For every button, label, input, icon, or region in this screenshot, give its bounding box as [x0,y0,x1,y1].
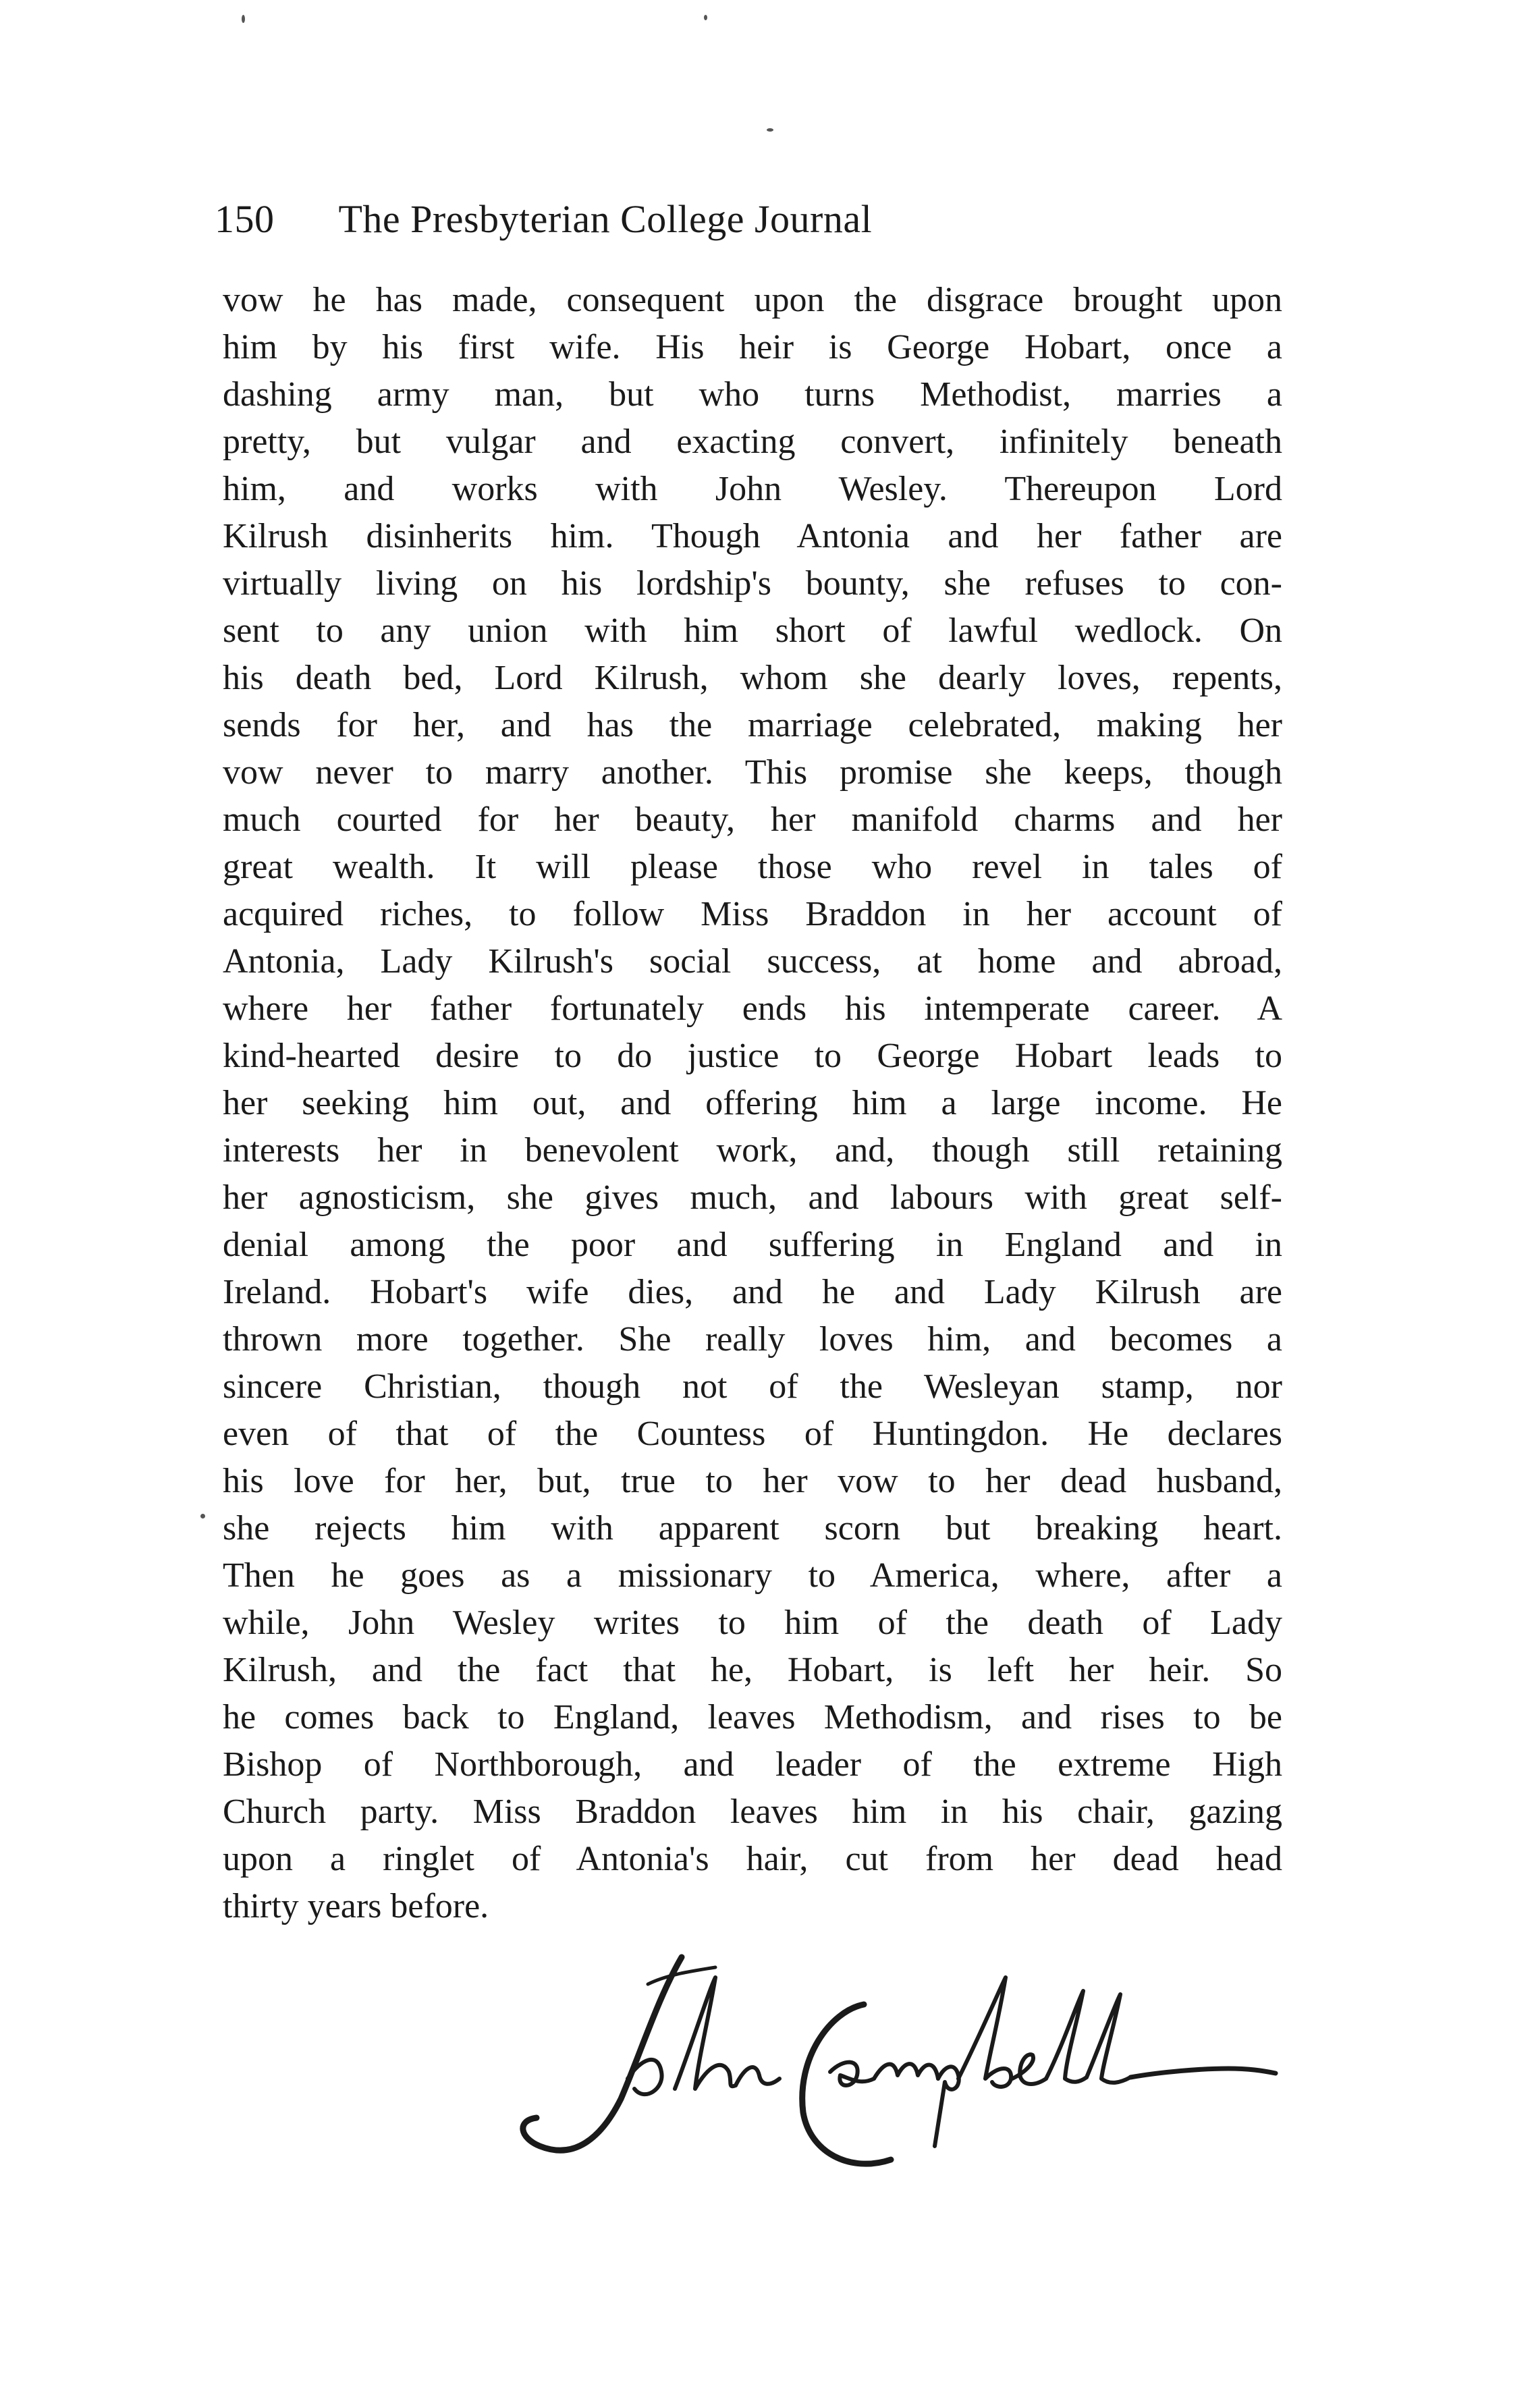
text-line: his death bed, Lord Kilrush, whom she dearly loves, repents, [223,659,1282,697]
text-line: Kilrush disinherits him. Though Antonia and her father are [223,517,1282,555]
text-line: her agnosticism, she gives much, and labours with great self- [223,1178,1282,1217]
page-header [215,192,1294,246]
text-line: Church party. Miss Braddon leaves him in his chair, gazing [223,1793,1282,1831]
text-line: Antonia, Lady Kilrush's social success, at home and abroad, [223,942,1282,981]
text-line: upon a ringlet of Antonia's hair, cut from her dead head [223,1840,1282,1878]
text-line: sent to any union with him short of lawful wedlock. On [223,611,1282,650]
text-line: him by his first wife. His heir is George Hobart, once a [223,328,1282,366]
text-line: pretty, but vulgar and exacting convert, infinitely beneath [223,422,1282,461]
handwritten-signature [513,1944,1289,2200]
text-line: even of that of the Countess of Huntingdon. He declares [223,1415,1282,1453]
text-line: acquired riches, to follow Miss Braddon in her account of [223,895,1282,933]
text-line: denial among the poor and suffering in England and in [223,1226,1282,1264]
text-line: sincere Christian, though not of the Wesleyan stamp, nor [223,1367,1282,1406]
text-line: Then he goes as a missionary to America, where, after a [223,1556,1282,1595]
signature-drawing [513,1944,1289,2200]
text-line: dashing army man, but who turns Methodist, marries a [223,375,1282,414]
text-line: Ireland. Hobart's wife dies, and he and Lady Kilrush are [223,1273,1282,1311]
page-number: 150 [215,197,275,241]
scan-speck [704,15,707,20]
text-line: while, John Wesley writes to him of the death of Lady [223,1604,1282,1642]
article-body [223,277,1282,1930]
text-line: kind-hearted desire to do justice to George Hobart leads to [223,1037,1282,1075]
text-line: he comes back to England, leaves Methodism, and rises to be [223,1698,1282,1736]
text-line: great wealth. It will please those who revel in tales of [223,848,1282,886]
scan-speck [242,15,245,23]
text-line: his love for her, but, true to her vow to her dead husband, [223,1462,1282,1500]
text-line: thrown more together. She really loves him, and becomes a [223,1320,1282,1359]
text-line: vow never to marry another. This promise she keeps, though [223,753,1282,792]
text-line: sends for her, and has the marriage celebrated, making her [223,706,1282,744]
text-line: thirty years before. [223,1887,489,1925]
text-line: her seeking him out, and offering him a large income. He [223,1084,1282,1122]
running-title: The Presbyterian College Journal [338,197,873,241]
text-line: she rejects him with apparent scorn but breaking heart. [223,1509,1282,1548]
text-line: much courted for her beauty, her manifold charms and her [223,800,1282,839]
text-line: him, and works with John Wesley. Thereupon Lord [223,470,1282,508]
text-line: virtually living on his lordship's bounty, she refuses to con- [223,564,1282,603]
text-line: interests her in benevolent work, and, though still retaining [223,1131,1282,1170]
text-line: where her father fortunately ends his intemperate career. A [223,989,1282,1028]
text-line: Bishop of Northborough, and leader of the extreme High [223,1745,1282,1784]
scan-speck [200,1514,205,1518]
text-line: Kilrush, and the fact that he, Hobart, is left her heir. So [223,1651,1282,1689]
scan-speck [767,128,773,132]
text-line: vow he has made, consequent upon the disgrace brought upon [223,281,1282,319]
